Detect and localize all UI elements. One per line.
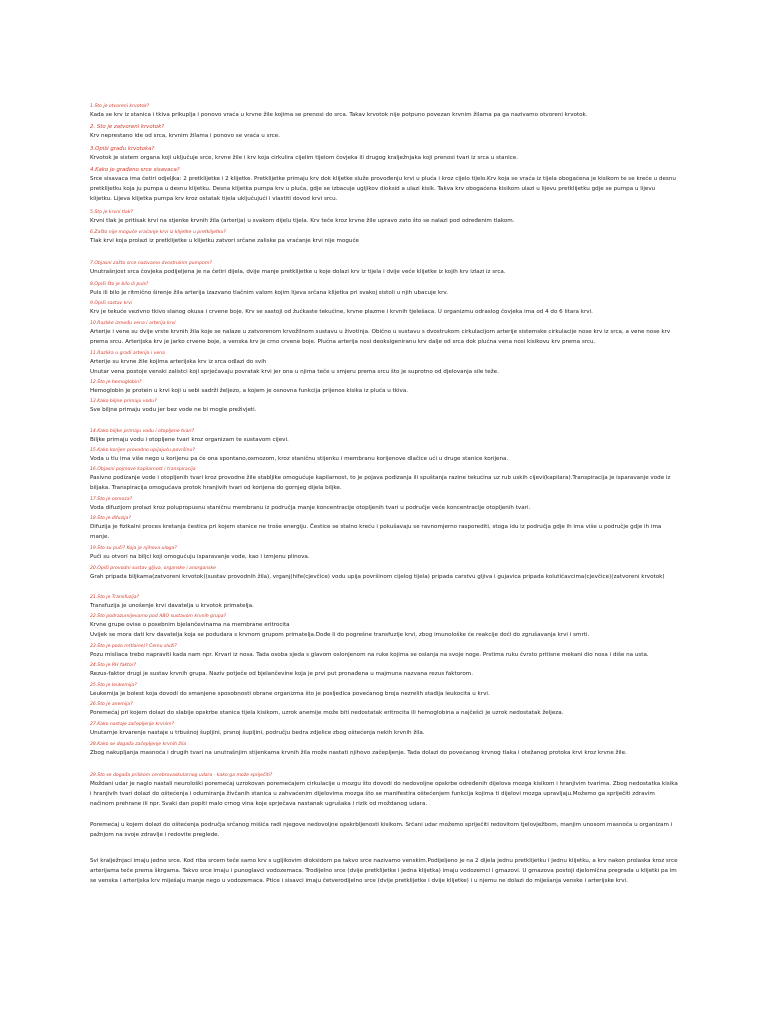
- qa-block-5: [90, 209, 678, 226]
- answer-text: Pasivno podizanje vode i otopljenih tvari kroz provodne žile stabljike omogućuje kapilarnost, to je pojava podizanja ili spuštanja razine tekućina uz rub uskih cijevi(kapilara).Transpiracija je isparavanje vode iz biljaka. Transpiracija omogućava protok hranjivih tvari od korijena do gornjeg dijela biljke.: [90, 475, 671, 492]
- question-heading: 4.Kako je građeno srce sisavaca?: [90, 167, 180, 173]
- question-heading: 12.Što je hemoglobin?: [90, 380, 142, 385]
- answer-text: Sve biljne primaju vodu jer bez vode ne bi mogle preživjeti.: [90, 407, 257, 413]
- paragraph-heart-attack: [90, 820, 678, 841]
- answer-text: Moždani udar je naglo nastali neurološki poremećaj uzrokovan poremećajem cirkulacije u mozgu što dovodi do nedovoljne opskrbe određenih dijelova mozga kisikom i hranjivim tvarima. Zbog nedostatka kisika i hranjivih tvari dolazi do oštećenja i odumiranja živčanih stanica u zahvaćenim dijelovima mozga što se manifestira oštećenjem funkcija kojima ti dijelovi mozga upravljaju.Možemo ga spriječiti zdravim načinom prehrane ili npr. Svaki dan popiti malo crnog vina koje sprječava nastanak ugrušaka i rizik od moždanog udara.: [90, 781, 678, 808]
- qa-block-8: [90, 281, 678, 298]
- answer-text: Unutrašnjost srca čovjeka podijeljena je na četiri dijela, dvije manje pretklijetke u koje dolazi krv iz tijela i dvije veće klijetke iz kojih krv izlazi iz srca.: [90, 269, 506, 275]
- answer-text: Kada se krv iz stanica i tkiva prikuplja i ponovo vraća u krvne žile kojima se prenosi do srca. Takav krvotok nije potpuno povezan krvnim žilama pa ga nazivamo otvoreni krvotok.: [90, 112, 588, 118]
- answer-text: Voda u tlu ima više nego u korijenu pa će ona spontano,osmozom, kroz staničnu stijenku i membranu korijenove dlačice ući u druge stanice korijena.: [90, 456, 509, 462]
- qa-block-29: [90, 772, 678, 810]
- qa-block-18: [90, 515, 678, 542]
- question-heading: 6.Zašto nije moguće vraćanje krvi iz klijetke u pretklijetku?: [90, 230, 226, 235]
- answer-text: Unutarnje krvarenje nastaje u trbušnoj šupljini, prsnoj šupljini, području bedra zdjelice zbog oštećenja nekih krvnih žila.: [90, 730, 425, 736]
- question-heading: 28.Kako se događa začepljenje krvnih žila: [90, 742, 187, 747]
- answer-text: Biljke primaju vodu i otopljene tvari kroz organizam te sustavom cijevi.: [90, 437, 289, 443]
- qa-block-2: [90, 124, 678, 141]
- paragraph-vertebrate-hearts: [90, 856, 678, 887]
- question-heading: 7.Objasni zašto srce nazivamo dvostrukim pumpom?: [90, 261, 212, 266]
- question-heading: 3.Opiši građu krvotoka?: [90, 146, 155, 152]
- question-heading: 16.Objasni pojmove kapilarnost i transpiracija: [90, 467, 196, 472]
- qa-block-19: [90, 545, 678, 562]
- qa-block-11: [90, 350, 678, 377]
- qa-block-20: [90, 565, 678, 582]
- question-heading: 26.Što je anemija?: [90, 702, 133, 707]
- question-heading: 1.Što je otvoreni krvotok?: [90, 104, 150, 109]
- answer-text: Hemoglobin je protein u krvi koji u sebi sadrži željezo, a kojem je osnovna funkcija prijenos kisika iz pluća u tkiva.: [90, 388, 409, 394]
- qa-block-3: [90, 146, 678, 163]
- question-heading: 11.Razlika u građi arterija i vena: [90, 351, 165, 356]
- answer-text: Poremećaj pri kojem dolazi do slabije opskrbe stanica tijela kisikom, uzrok anemije može biti nedostatak eritrocita ili hemoglobina a najčešći je uzrok nedostatak željeza.: [90, 710, 564, 716]
- answer-text: Srce sisavaca ima četiri odjeljka: 2 pretklijetke i 2 klijetke. Pretklijetke primaju krv dok klijetke služe provođenju krvi u pluća i kroz cijelo tijelo.Krv koja se vraća iz tijela obogaćena je kisikom te se kreće u desnu pretklijetku koja ju pumpa u desnu klijetku. Desna klijetka pumpa krv u pluća, gdje se izbacuje ugljikov dioksid a ulazi kisik. Takva krv obogaćena kisikom ulazi u lijevu pretklijetku gdje se pumpa u lijevu klijetku. Lijeva klijetka pumpa krv kroz ostatak tijela uključujući i vlastiti dovod krvi srcu.: [90, 176, 676, 203]
- qa-block-7: [90, 260, 678, 277]
- qa-block-13: [90, 398, 678, 415]
- question-heading: 18.Što je difuzija?: [90, 516, 131, 521]
- answer-text: Tlak krvi koja prolazi iz pretklijetke u klijetku zatvori srčane zaliske pa vraćanje krvi nije moguće: [90, 238, 359, 244]
- question-heading: 24.Što je RH faktor?: [90, 663, 136, 668]
- answer-text: Rezus-faktor drugi je sustav krvnih grupa. Naziv potječe od bjelančevine koja je prvi put pronađena u majmuna nazvana rezus faktorom.: [90, 671, 473, 677]
- qa-block-27: [90, 721, 678, 738]
- question-heading: 20.Opiši provodni sustav gljiva, organske i anorganske: [90, 566, 217, 571]
- question-heading: 17.Što je osmoza?: [90, 497, 133, 502]
- answer-text: Transfuzija je unošenje krvi davatelja u krvotok primatelja.: [90, 603, 254, 609]
- question-heading: 14.Kako biljke primaju vodu i otopljene tvari?: [90, 429, 195, 434]
- answer-text: Krvni tlak je pritisak krvi na stjenke krvnih žila (arterija) u svakom dijelu tijela. Krv teče kroz krvne žile upravo zato što se nalazi pod određenim tlakom.: [90, 218, 515, 224]
- answer-text: Arterije i vene su dvije vrste krvnih žila koje se nalaze u zatvorenom krvožilnom sustavu u životinja. Obično u sustavu s dvostrukom cirkulacijom arterije sistemske cirkulacije nose krv iz srca, a vene nose krv prema srcu. Arterijska krv je jarko crvene boje, a venska krv je crno crvene boje. Plućna arterija nosi deoksigeniranu krv dalje od srca dok plućna vena nosi kisikovu krv prema srcu.: [90, 329, 671, 346]
- question-heading: 2. Što je zatvoreni krvotok?: [90, 124, 165, 130]
- qa-block-14: [90, 428, 678, 445]
- qa-block-22: [90, 613, 678, 640]
- question-heading: 27.Kako nastaje začepljenje krvnim?: [90, 722, 174, 727]
- qa-block-10: [90, 320, 678, 347]
- answer-text: Zbog nakupljanja masnoća i drugih tvari na unutrašnjim stijenkama krvnih žila može nastati njihovo začepljenje. Tada dolazi do povećanog krvnog tlaka i otežanog protoka krvi kroz krvne žile.: [90, 750, 627, 756]
- qa-block-25: [90, 682, 678, 699]
- question-heading: 29.Što se događa prilikom cerebrovaskularnog udara - kako ga može spriječiti?: [90, 773, 273, 778]
- qa-block-1: [90, 103, 678, 120]
- answer-text: Krvne grupe ovise o posebnim bjelančevinama na membrane eritrocita Uvijek se mora dati krv davatelja koja se podudara s krvnom grupom primatelja.Dođe li do pogrešne transfuzije krvi, zbog imunološke će reakcije doći do zgrušavanja krvi i smrti.: [90, 622, 590, 639]
- question-heading: 15.Kako korijen provodno upijajuću površinu?: [90, 448, 195, 453]
- answer-text: Voda difuzijom prolazi kroz polupropusnu staničnu membranu iz područja manje koncentracije otopljenih tvari u područje veće koncentracije otopljenih tvari.: [90, 505, 531, 511]
- answer-text: Puči su otvori na biljci koji omogućuju isparavanje vode, kao i izmjenu plinova.: [90, 554, 310, 560]
- answer-text: Arterije su krvne žile kojima arterijska krv iz srca odlazi do svih Unutar vena postoje venski zalistci koji sprječavaju povratak krvi jer ona u njima teče u smjeru prema srcu što je suprotno od djelovanja sile teže.: [90, 359, 499, 376]
- answer-text: Krvotok je sistem organa koji uključuje srce, krvne žile i krv koja cirkulira cijelim tijelom čovjeka ili drugog kralježnjaka koji prenosi tvari iz srca u stanice.: [90, 155, 518, 161]
- question-heading: 22.Što podrazumijevamo pod ABO sustavom krvnih grupa?: [90, 614, 227, 619]
- qa-block-6: [90, 229, 678, 246]
- question-heading: 19.Što su puči? Koja je njihova uloga?: [90, 546, 177, 551]
- qa-block-24: [90, 662, 678, 679]
- question-heading: 25.Što je leukemija?: [90, 683, 137, 688]
- qa-block-15: [90, 447, 678, 464]
- question-heading: 8.Opiši što je bilo ili puls?: [90, 282, 149, 287]
- qa-block-4: [90, 167, 678, 205]
- qa-block-12: [90, 379, 678, 396]
- qa-block-21: [90, 594, 678, 611]
- answer-text: Puls ili bilo je ritmično širenje žila arterija izazvano tlačnim valom kojim lijeva srčana klijetka pri svakoj sistoli u njih ubacuje krv.: [90, 290, 449, 296]
- question-heading: 10.Razlike između vena i arterija krvi: [90, 321, 176, 326]
- paragraph-text: Svi kralježnjaci imaju jedno srce. Kod riba srcem teče samo krv s ugljikovim dioksidom pa takvo srce nazivamo venskim.Podijeljeno je na 2 dijela jednu pretklijetku i jednu klijetku, a krv nakon prolaska kroz srce arterijama teče prema škrgama. Takvo srce imaju i punoglavci vodozemaca. Trodijelno srce (dvije pretklijetke i jedna klijetka) imaju vodozemci i gmazovi. U gmazova postoji djelomična pregrada u klijetki pa im se venska i arterijska krv miješaju manje nego u vodozemaca. Ptice i sisavci imaju četverodijelno srce (dvije pretklijetke i dvije klijetke) i u njemu ne dolazi do miješanja venske i arterijske krvi.: [90, 858, 678, 885]
- paragraph-text: Poremećaj u kojem dolazi do oštećenja područja srčanog mišića radi njegove nedovoljne opskrbljenosti kisikom. Srčani udar možemo spriječiti redovitom tjelovježbom, manjim unosom masnoća u organizam i pažnjom na svoje zdravlje i redovite preglede.: [90, 822, 673, 839]
- qa-block-26: [90, 701, 678, 718]
- qa-block-9: [90, 300, 678, 317]
- answer-text: Difuzija je fizikalni proces kretanja čestica pri kojem stanice ne troše energiju. Čestice se stalno kreću i pokušavaju se ravnomjerno rasporediti, stoga idu iz područja gdje ih ima više u područje gdje ih ima manje.: [90, 524, 662, 541]
- answer-text: Pozu misliaca trebo napraviti kada nam npr. Krvari iz nosa. Tada osoba sjeda s glavom oslonjenom na ruke kojima se oslanja na svoje noge. Prstima ruku čvrsto pritisne mekani dio nosa i diše na usta.: [90, 652, 649, 658]
- qa-block-28: [90, 741, 678, 758]
- answer-text: Krv neprestano ide od srca, krvnim žilama i ponovo se vraća u srce.: [90, 133, 280, 139]
- answer-text: Leukemija je bolest koja dovodi do smanjene sposobnosti obrane organizma što je posljedica povećanog broja nezrelih stadija leukocita u krvi.: [90, 691, 490, 697]
- question-heading: 21.Što je Transfuzija?: [90, 595, 140, 600]
- qa-block-17: [90, 496, 678, 513]
- qa-block-23: [90, 643, 678, 660]
- qa-block-16: [90, 466, 678, 493]
- question-heading: 9.Opiši sastav krvi: [90, 301, 133, 306]
- question-heading: 5.Što je krvni tlak?: [90, 210, 133, 215]
- question-heading: 13.Kako biljne primaju vodu?: [90, 399, 157, 404]
- question-heading: 23.Što je pozo m(tlaine)? Čemu služi?: [90, 644, 177, 649]
- answer-text: Grah pripada biljkama(zatvoreni krvotok)(sustav provodnih žila), vrganj(hife(cjevčice) vodu upija površinom cijelog tijela) pripada carstvu gljiva i gujavica pripada kolutićavcima(cjevčice)(zatvoreni krvotok): [90, 574, 665, 580]
- answer-text: Krv je tekuće vezivno tkivo slanog okusa i crvene boje. Krv se sastoji od žućkaste tekućine, krvne plazme i krvnih tjelešaca. U organizmu odraslog čovjeka ima od 4 do 6 litara krvi.: [90, 309, 593, 315]
